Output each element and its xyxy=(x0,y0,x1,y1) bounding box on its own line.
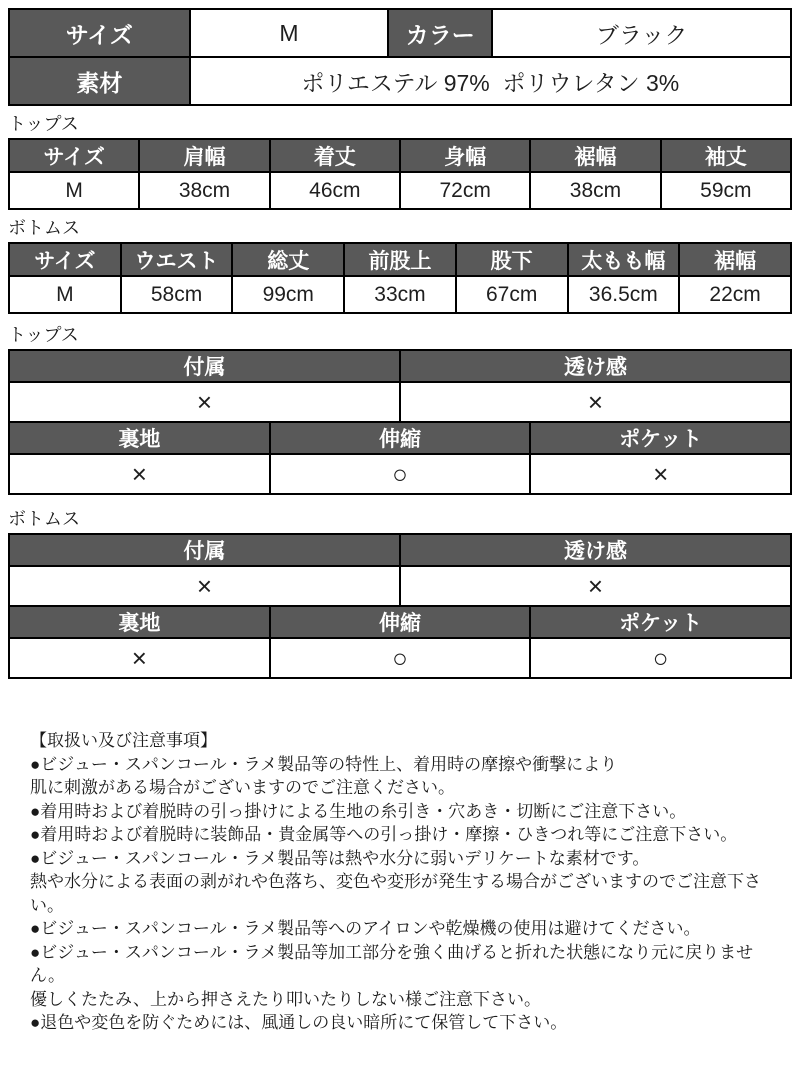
spec-row-size-color xyxy=(9,9,791,57)
measure-value: 99cm xyxy=(232,276,344,313)
tops-feature-table xyxy=(8,349,792,495)
care-note-line: 熱や水分による表面の剥がれや色落ち、変色や変形が発生する場合がございますのでご注意下さい。 xyxy=(30,872,761,915)
bottoms-feature-table xyxy=(8,533,792,679)
feature-mark: ○ xyxy=(530,638,791,678)
tops-measure-section-label: トップス xyxy=(8,114,79,134)
measure-value: 58cm xyxy=(121,276,233,313)
measure-value: 72cm xyxy=(400,172,530,209)
column-header: 身幅 xyxy=(400,139,530,172)
size-value-cell: M xyxy=(190,9,389,57)
measure-value: 67cm xyxy=(456,276,568,313)
column-header: 肩幅 xyxy=(139,139,269,172)
bottoms-feature-value-row-2 xyxy=(9,638,791,678)
size-label-cell: サイズ xyxy=(9,9,190,57)
tops-feature-value-row-2 xyxy=(9,454,791,494)
color-value-cell: ブラック xyxy=(492,9,791,57)
care-note-line: ●着用時および着脱時に装飾品・貴金属等への引っ掛け・摩擦・ひきつれ等にご注意下さい。 xyxy=(30,825,738,844)
measure-value: M xyxy=(9,172,139,209)
tops-feature-header-row-1 xyxy=(9,350,791,382)
bottoms-feature-header-row-2 xyxy=(9,606,791,638)
bottoms-measure-table xyxy=(8,242,792,314)
bottoms-feature-value-row-1 xyxy=(9,566,791,606)
column-header: サイズ xyxy=(9,243,121,276)
feature-mark: ○ xyxy=(270,638,531,678)
measure-value: 38cm xyxy=(530,172,660,209)
feature-header: ポケット xyxy=(530,606,791,638)
bottoms-measure-section-label: ボトムス xyxy=(8,218,80,238)
care-note-line: ●ビジュー・スパンコール・ラメ製品等加工部分を強く曲げると折れた状態になり元に戻りません。 xyxy=(30,942,754,985)
spec-table xyxy=(8,8,792,106)
measure-value: 38cm xyxy=(139,172,269,209)
tops-feature-value-row-1 xyxy=(9,382,791,422)
column-header: 裾幅 xyxy=(530,139,660,172)
care-note-line: 優しくたたみ、上から押さえたり叩いたりしない様ご注意下さい。 xyxy=(30,989,542,1009)
feature-mark: ○ xyxy=(270,454,531,494)
tops-features-section-label: トップス xyxy=(8,325,79,345)
tops-measure-table xyxy=(8,138,792,210)
feature-mark: × xyxy=(400,566,791,606)
column-header: サイズ xyxy=(9,139,139,172)
spec-row-material xyxy=(9,57,791,105)
feature-mark: × xyxy=(9,382,400,422)
feature-header: 裏地 xyxy=(9,422,270,454)
bottoms-features-section-label: ボトムス xyxy=(8,509,80,529)
bottoms-measure-header-row xyxy=(9,243,791,276)
care-note-line: ●着用時および着脱時の引っ掛けによる生地の糸引き・穴あき・切断にご注意下さい。 xyxy=(30,801,687,821)
material-label-cell: 素材 xyxy=(9,57,190,105)
feature-header: 伸縮 xyxy=(270,606,531,638)
measure-value: 59cm xyxy=(661,172,791,209)
care-note-line: 肌に刺激がある場合がございますのでご注意ください。 xyxy=(30,778,455,797)
column-header: 裾幅 xyxy=(679,243,791,276)
feature-header: 透け感 xyxy=(400,350,791,382)
care-notes-title: 【取扱い及び注意事項】 xyxy=(30,731,217,750)
feature-header: ポケット xyxy=(530,422,791,454)
feature-mark: × xyxy=(9,454,270,494)
feature-header: 付属 xyxy=(9,350,400,382)
care-note-line: ●ビジュー・スパンコール・ラメ製品等の特性上、着用時の摩擦や衝撃により xyxy=(30,754,618,774)
column-header: 股下 xyxy=(456,243,568,276)
feature-mark: × xyxy=(400,382,791,422)
feature-header: 付属 xyxy=(9,534,400,566)
feature-mark: × xyxy=(9,566,400,606)
care-notes-block xyxy=(8,729,792,1035)
column-header: 前股上 xyxy=(344,243,456,276)
feature-header: 伸縮 xyxy=(270,422,531,454)
bottoms-feature-header-row-1 xyxy=(9,534,791,566)
care-note-line: ●ビジュー・スパンコール・ラメ製品等へのアイロンや乾燥機の使用は避けてください。 xyxy=(30,919,701,938)
material-value-cell: ポリエステル 97% ポリウレタン 3% xyxy=(190,57,791,105)
color-label-cell: カラー xyxy=(388,9,492,57)
feature-header: 裏地 xyxy=(9,606,270,638)
tops-feature-header-row-2 xyxy=(9,422,791,454)
feature-mark: × xyxy=(9,638,270,678)
measure-value: 36.5cm xyxy=(568,276,680,313)
measure-value: 46cm xyxy=(270,172,400,209)
feature-mark: × xyxy=(530,454,791,494)
feature-header: 透け感 xyxy=(400,534,791,566)
measure-value: 22cm xyxy=(679,276,791,313)
care-note-line: ●退色や変色を防ぐためには、風通しの良い暗所にて保管して下さい。 xyxy=(30,1013,568,1032)
measure-value: 33cm xyxy=(344,276,456,313)
column-header: 着丈 xyxy=(270,139,400,172)
tops-measure-value-row xyxy=(9,172,791,209)
column-header: 太もも幅 xyxy=(568,243,680,276)
column-header: 総丈 xyxy=(232,243,344,276)
tops-measure-header-row xyxy=(9,139,791,172)
column-header: ウエスト xyxy=(121,243,233,276)
column-header: 袖丈 xyxy=(661,139,791,172)
care-note-line: ●ビジュー・スパンコール・ラメ製品等は熱や水分に弱いデリケートな素材です。 xyxy=(30,848,650,868)
measure-value: M xyxy=(9,276,121,313)
bottoms-measure-value-row xyxy=(9,276,791,313)
